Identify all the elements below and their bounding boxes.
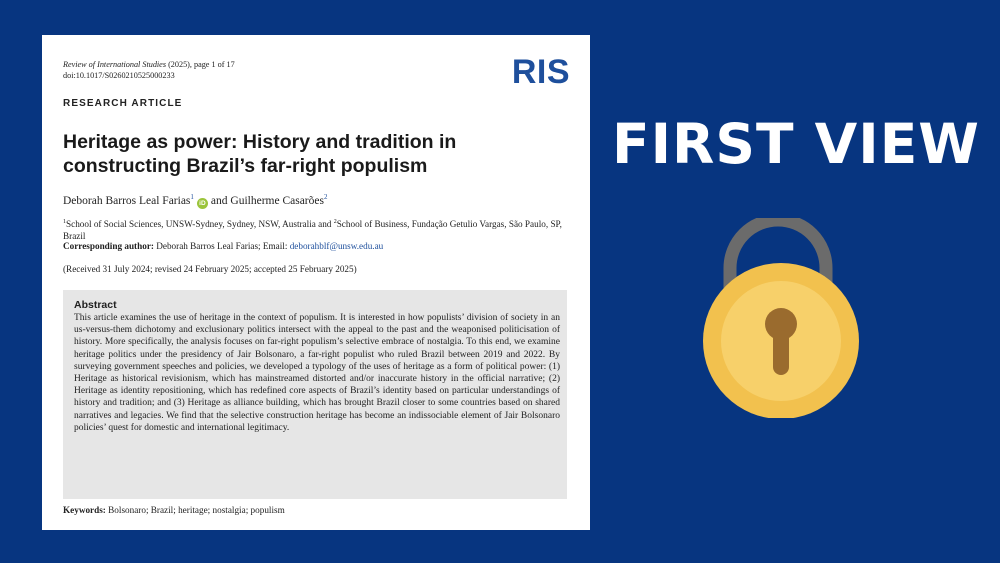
journal-meta: (2025), page 1 of 17: [166, 60, 235, 69]
unlocked-padlock-icon: [700, 218, 862, 418]
keyhole-slot: [773, 330, 789, 375]
corresponding-author: [63, 241, 383, 251]
abstract-text: This article examines the use of heritage in the context of populism. It is interested in how populists’ division of society in an us-versus-them dichotomy and exclusionary politics intersect with the appeal to the past and the weaponised politicisation of history. More specifically, the analysis focuses on far-right populism’s selective embrace of nostalgia. To this end, we examine heritage politics under the presidency of Jair Bolsonaro, a far-right populist who ruled Brazil between 2019 and 2022. By surveying government speeches and policies, we developed a typology of the uses of heritage as a form of political power: (1) Heritage as historical revisionism, which has mainstreamed distorted and/or inaccurate history in the official narrative; (2) Heritage as identity repositioning, which has redefined core aspects of Brazil’s identity based on particular understandings of history and tradition; and (3) Heritage as alliance building, which has brought Brazil closer to some countries based on shared narratives and legacies. We find that the selective construction heritage has become an indissociable element of Jair Bolsonaro policies’ quest for domestic and international legitimacy.: [74, 313, 560, 433]
keywords: [63, 505, 285, 515]
corresponding-label: Corresponding author:: [63, 241, 154, 251]
author-name: Deborah Barros Leal Farias: [63, 194, 191, 207]
received-dates: (Received 31 July 2024; revised 24 February 2025; accepted 25 February 2025): [63, 264, 357, 274]
journal-name: Review of International Studies: [63, 60, 167, 69]
article-type: RESEARCH ARTICLE: [63, 98, 183, 109]
affil-marker-2: 2: [333, 219, 337, 225]
keywords-label: Keywords:: [63, 505, 106, 515]
journal-citation: [63, 59, 235, 81]
author-line: [63, 193, 327, 209]
article-first-page: [42, 35, 590, 530]
article-title: Heritage as power: History and tradition in constructing Brazil’s far-right populism: [63, 131, 457, 177]
affiliation-2: School of Business, Fundação Getulio Vargas, São Paulo, SP, Brazil: [63, 219, 562, 242]
affiliation-1: School of Social Sciences, UNSW-Sydney, Sydney, NSW, Australia and: [66, 219, 334, 230]
abstract-box: [63, 290, 567, 499]
keywords-text: Bolsonaro; Brazil; heritage; nostalgia; populism: [105, 505, 285, 515]
first-view-heading: FIRST VIEW: [612, 112, 980, 176]
affiliations: [63, 216, 563, 242]
affil-marker: 1: [63, 219, 66, 225]
author-affil-marker-2: 2: [323, 193, 328, 201]
journal-logo: RIS: [511, 53, 570, 91]
author-name-2: and Guilherme Casarões: [210, 194, 324, 207]
corresponding-text: Deborah Barros Leal Farias; Email:: [153, 241, 290, 251]
author-affil-marker: 1: [190, 193, 194, 201]
doi: doi:10.1017/S0260210525000233: [63, 71, 175, 80]
orcid-icon[interactable]: iD: [197, 198, 208, 209]
abstract-heading: Abstract: [74, 299, 117, 311]
email-link[interactable]: deborahblf@unsw.edu.au: [289, 241, 384, 251]
